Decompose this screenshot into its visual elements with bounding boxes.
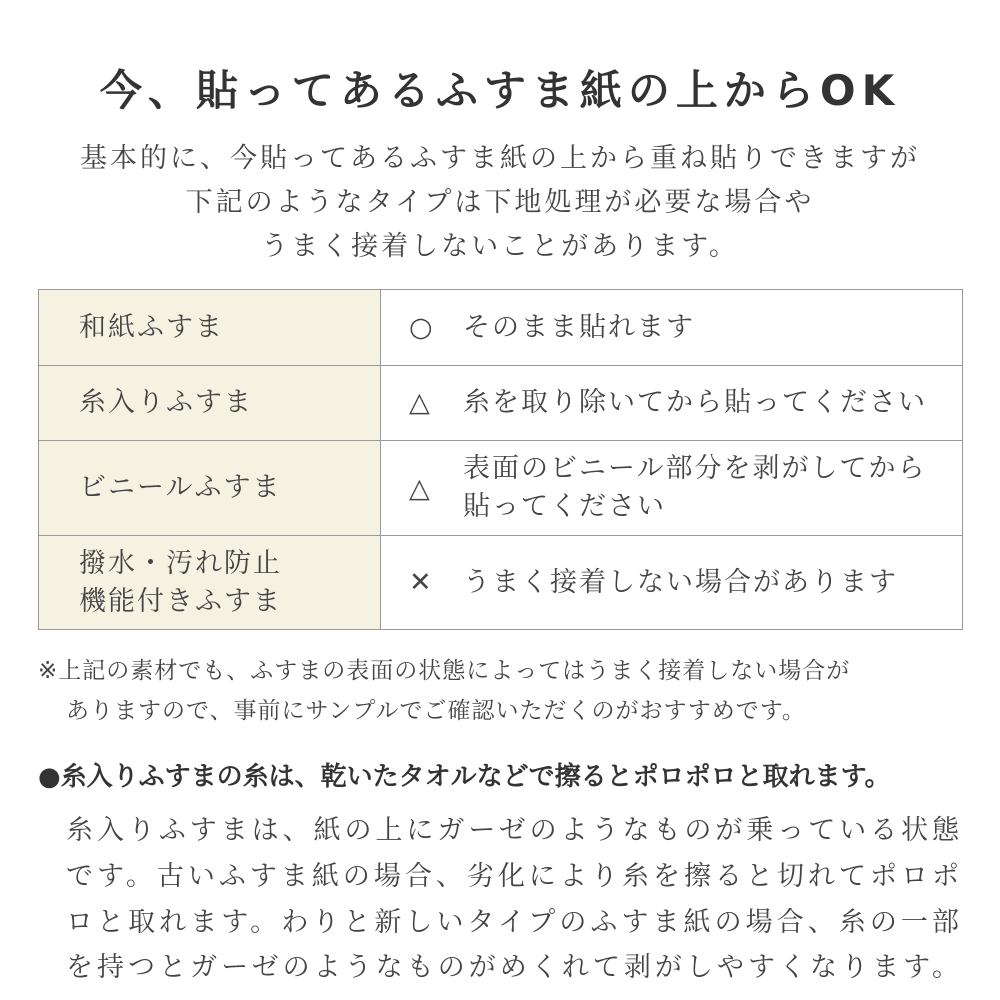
type-cell bbox=[39, 441, 381, 536]
intro-line: うまく接着しないことがあります。 bbox=[261, 231, 739, 262]
desc-text: 貼ってください bbox=[463, 491, 666, 522]
cross-icon: ✕ bbox=[409, 566, 434, 598]
desc-cell bbox=[381, 366, 963, 441]
type-label: 撥水・汚れ防止 bbox=[79, 547, 282, 579]
note-line: ※上記の素材でも、ふすまの表面の状態によってはうまく接着しない場合が bbox=[38, 658, 851, 684]
page-title: 今、貼ってあるふすま紙の上からOK bbox=[99, 66, 901, 115]
desc-text: 糸を取り除いてから貼ってください bbox=[463, 387, 927, 418]
type-cell bbox=[39, 290, 381, 366]
type-cell bbox=[39, 366, 381, 441]
paragraph-line: 糸入りふすまは、紙の上にガーゼのようなものが乗っている状態 bbox=[66, 815, 962, 846]
desc-cell bbox=[381, 441, 963, 536]
desc-text: 表面のビニール部分を剥がしてから bbox=[463, 453, 927, 484]
paragraph-line: を持つとガーゼのようなものがめくれて剥がしやすくなります。 bbox=[66, 952, 962, 983]
table-row bbox=[39, 441, 963, 536]
section-heading: ●糸入りふすまの糸は、乾いたタオルなどで擦るとポロポロと取れます。 bbox=[38, 762, 891, 792]
type-label: ビニールふすま bbox=[79, 472, 282, 503]
intro-line: 基本的に、今貼ってあるふすま紙の上から重ね貼りできますが bbox=[80, 143, 920, 174]
desc-text: そのまま貼れます bbox=[463, 311, 695, 343]
type-label: 和紙ふすま bbox=[79, 311, 224, 343]
paragraph-line: ロと取れます。わりと新しいタイプのふすま紙の場合、糸の一部 bbox=[66, 907, 962, 938]
note-line: ありますので、事前にサンプルでご確認いただくのがおすすめです。 bbox=[66, 698, 806, 724]
type-label: 糸入りふすま bbox=[79, 387, 253, 418]
type-cell bbox=[39, 536, 381, 630]
circle-icon: ○ bbox=[409, 311, 435, 343]
table-row bbox=[39, 366, 963, 441]
paragraph-line: です。古いふすま紙の場合、劣化により糸を擦ると切れてポロポ bbox=[66, 861, 962, 892]
table-row bbox=[39, 536, 963, 630]
fusuma-type-table bbox=[38, 289, 963, 630]
triangle-icon: △ bbox=[409, 473, 432, 504]
intro-line: 下記のようなタイプは下地処理が必要な場合や bbox=[185, 187, 815, 218]
triangle-icon: △ bbox=[409, 387, 432, 418]
desc-text: うまく接着しない場合があります bbox=[463, 566, 898, 598]
type-label: 機能付きふすま bbox=[79, 585, 282, 617]
desc-cell bbox=[381, 290, 963, 366]
table-row bbox=[39, 290, 963, 366]
desc-cell bbox=[381, 536, 963, 630]
